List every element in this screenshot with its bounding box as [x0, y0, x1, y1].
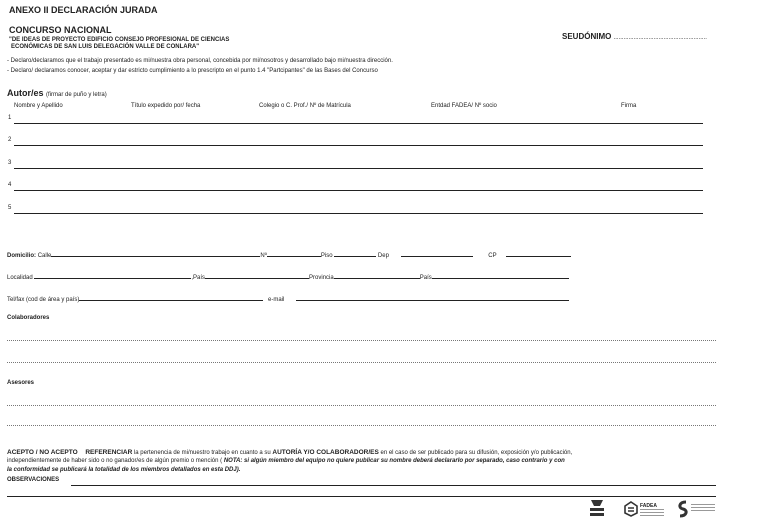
address-row-2: Localidad ,País Provincia País: [7, 271, 569, 281]
fadea-logo-subtext: [640, 509, 664, 516]
collaborators-line[interactable]: [7, 362, 716, 363]
column-registration: Colegio o C. Prof./ Nº de Matrícula: [259, 103, 351, 109]
author-row-line[interactable]: [14, 123, 703, 124]
declaration-2: - Declaro/ declaramos conocer, aceptar y dar estricto cumplimiento a lo prescripto en el punto 1.4 "Partcipantes" de las Bases del Concurso: [7, 68, 378, 74]
email-label: e-mail: [268, 297, 285, 303]
dep-field[interactable]: [401, 249, 473, 257]
calle-label: Calle: [37, 253, 52, 259]
column-title: Título expedido por/ fecha: [131, 103, 201, 109]
acceptance-note: NOTA: si algún miembro del equipo no quiere publicar su nombre deberá declararlo por separado, caso contrario y con: [223, 458, 565, 464]
contest-title: CONCURSO NACIONAL: [9, 25, 112, 35]
fadea-logo: [624, 501, 638, 517]
contest-subtitle-line1: "DE IDEAS DE PROYECTO EDIFICIO CONSEJO PROFESIONAL DE CIENCIAS: [9, 37, 230, 43]
authors-title: Autor/es: [7, 88, 44, 98]
accept-option[interactable]: ACEPTO / NO ACEPTO: [7, 449, 78, 456]
author-row-number: 3: [8, 160, 12, 166]
author-row-number: 4: [8, 182, 12, 188]
pseudonym-field[interactable]: ........................................................: [613, 35, 707, 41]
annex-title: ANEXO II DECLARACIÓN JURADA: [9, 5, 158, 15]
advisors-line[interactable]: [7, 425, 716, 426]
advisors-line[interactable]: [7, 405, 716, 406]
telfax-field[interactable]: [79, 293, 263, 301]
author-row-number: 5: [8, 205, 12, 211]
authors-note: (firmar de puño y letra): [46, 92, 107, 98]
acceptance-line-1: [7, 449, 572, 456]
telfax-label: Tel/fax (cod de área y país): [7, 297, 80, 303]
provincia-field[interactable]: [334, 271, 420, 279]
collaborators-label: Colaboradores: [7, 315, 50, 321]
provincia-label: Provincia: [309, 275, 334, 281]
author-row-number: 1: [8, 115, 12, 121]
author-row-line[interactable]: [14, 168, 703, 169]
numero-field[interactable]: [267, 249, 321, 257]
pais2-field[interactable]: [432, 271, 569, 279]
localidad-label: Localidad: [7, 275, 33, 281]
author-row-line[interactable]: [14, 145, 703, 146]
contest-subtitle-line2: ECONÓMICAS DE SAN LUIS DELEGACIÓN VALLE DE CONLARA": [11, 44, 200, 50]
email-field[interactable]: [296, 293, 569, 301]
acceptance-line-3: la conformidad se publicará la totalidad de los miembros detallados en esta DDJ).: [7, 467, 241, 473]
advisors-label: Asesores: [7, 380, 35, 386]
piso-field[interactable]: [334, 249, 376, 257]
cp-label: CP: [488, 253, 497, 259]
author-row-number: 2: [8, 137, 12, 143]
localidad-field[interactable]: [34, 271, 191, 279]
address-row-1: [7, 249, 571, 259]
piso-label: Piso: [320, 253, 333, 259]
author-row-line[interactable]: [14, 190, 703, 191]
observaciones-field[interactable]: [71, 485, 716, 486]
pseudonym: [562, 32, 707, 41]
domicilio-label: Domicilio:: [7, 253, 37, 259]
calle-field[interactable]: [51, 249, 260, 257]
fadea-logo-icon: [624, 501, 638, 517]
acceptance-line-2: [7, 458, 565, 464]
acceptance-text-1: la pertenencia de mi/nuestro trabajo en cuanto a su: [132, 450, 273, 456]
collaborators-line[interactable]: [7, 340, 716, 341]
observaciones-label: OBSERVACIONES: [7, 477, 60, 483]
author-row-line[interactable]: [14, 213, 703, 214]
autoria-label: AUTORÍA Y/O COLABORADOR/ES: [272, 449, 379, 456]
pseudonym-label: SEUDÓNIMO: [562, 32, 612, 41]
acceptance-text-2: en el caso de ser publicado para su difusión, exposición y/o publicación,: [378, 450, 573, 456]
cpce-logo-icon: [588, 498, 606, 518]
colegio-logo-icon: [676, 500, 690, 518]
numero-label: Nº: [260, 253, 267, 259]
fadea-logo-name: FADEA: [640, 503, 657, 509]
referenciar-label: REFERENCIAR: [85, 449, 133, 456]
authors-heading: [7, 88, 107, 98]
pais-label: País: [193, 275, 206, 281]
bottom-line: [7, 496, 716, 497]
pais2-label: País: [419, 275, 432, 281]
dep-label: Dep: [377, 253, 389, 259]
declaration-1: - Declaro/declaramos que el trabajo presentado es mi/nuestra obra personal, concebida por mi/nosotros y desarrollado bajo mi/nuestra dirección.: [7, 58, 393, 64]
column-name: Nombre y Apellido: [14, 103, 63, 109]
colegio-logo-text: [691, 504, 715, 511]
address-row-3: [7, 293, 569, 303]
column-signature: Firma: [621, 103, 637, 109]
pais-field[interactable]: [205, 271, 309, 279]
cp-field[interactable]: [506, 249, 571, 257]
column-fadea: Entdad FADEA/ Nº socio: [431, 103, 497, 109]
acceptance-text-3: independientemente de haber sido o no ganador/es de algún premio o mención (: [7, 458, 224, 464]
